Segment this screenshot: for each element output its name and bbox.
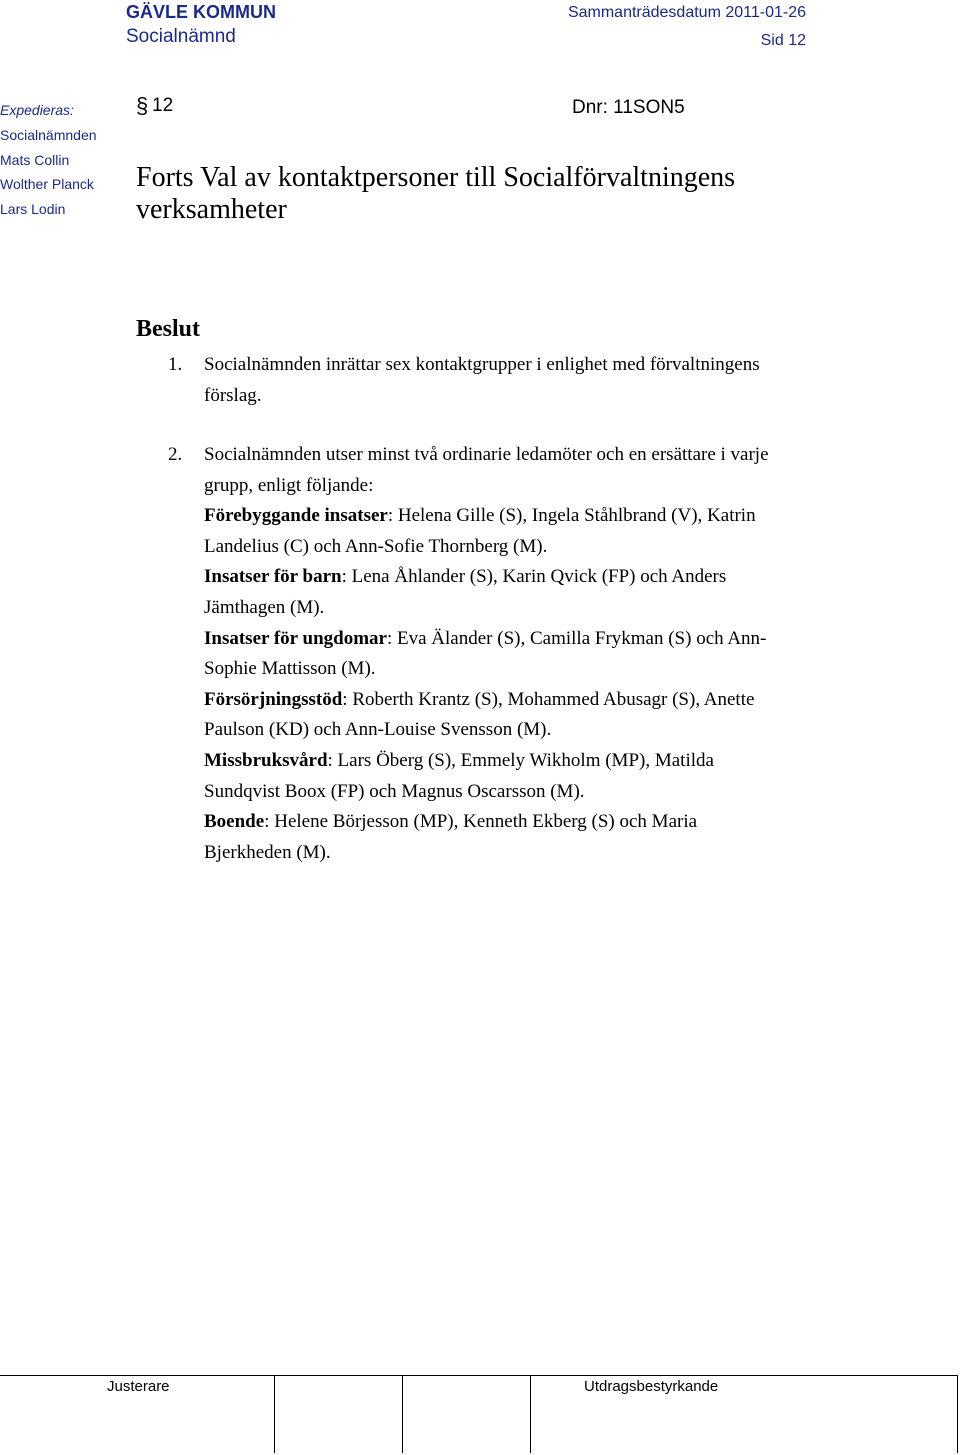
decision-heading: Beslut (136, 316, 201, 342)
page-number: Sid 12 (760, 32, 806, 49)
group-entry (204, 685, 776, 746)
expedieras-recipient: Socialnämnden (0, 127, 97, 143)
section-mark: § (136, 93, 149, 118)
group-name: Försörjningsstöd (204, 688, 343, 710)
item-number: 2. (168, 444, 183, 465)
group-name: Insatser för barn (204, 566, 342, 588)
expedieras-recipient: Mats Collin (0, 152, 70, 168)
board-name: Socialnämnd (126, 26, 236, 47)
group-entry (204, 624, 776, 685)
decision-item-2 (136, 440, 776, 868)
group-members: : Helena Gille (S), Ingela Ståhlbrand (V), Katrin Landelius (C) och Ann-Sofie Thornberg (M). (204, 505, 756, 557)
justerare-label: Justerare (107, 1378, 170, 1395)
group-entry (204, 807, 776, 868)
group-members: : Eva Älander (S), Camilla Frykman (S) och Ann-Sophie Mattisson (M). (204, 627, 767, 680)
item-text: Socialnämnden inrättar sex kontaktgrupper i enlighet med förvaltningens förslag. (204, 354, 760, 406)
group-name: Insatser för ungdomar (204, 627, 387, 649)
expedieras-recipient: Wolther Planck (0, 176, 94, 192)
group-entry (204, 501, 776, 562)
footer-column-divider (957, 1375, 958, 1453)
group-entry (204, 562, 776, 623)
group-name: Förebyggande insatser (204, 505, 388, 527)
meeting-date: Sammanträdesdatum 2011-01-26 (567, 4, 806, 21)
decision-item-1 (136, 350, 776, 411)
case-title: Forts Val av kontaktpersoner till Socialförvaltningens verksamheter (136, 162, 736, 225)
utdragsbestyrkande-label: Utdragsbestyrkande (584, 1378, 719, 1395)
organization-name: GÄVLE KOMMUN (126, 2, 276, 22)
section-number: 12 (152, 95, 174, 116)
group-members: : Lena Åhlander (S), Karin Qvick (FP) och Anders Jämthagen (M). (204, 566, 727, 618)
footer-column-divider (274, 1375, 275, 1453)
group-name: Missbruksvård (204, 749, 328, 771)
expedieras-recipient: Lars Lodin (0, 201, 66, 217)
footer-divider (0, 1375, 958, 1376)
item-intro: Socialnämnden utser minst två ordinarie ledamöter och en ersättare i varje grupp, enligt följande: (204, 444, 769, 496)
group-members: : Helene Börjesson (MP), Kenneth Ekberg (S) och Maria Bjerkheden (M). (204, 811, 698, 863)
group-members: : Roberth Krantz (S), Mohammed Abusagr (S), Anette Paulson (KD) och Ann-Louise Svensson (M). (204, 688, 755, 741)
footer-column-divider (402, 1375, 403, 1453)
group-entry (204, 746, 776, 807)
expedieras-label: Expedieras: (0, 102, 74, 118)
group-members: : Lars Öberg (S), Emmely Wikholm (MP), Matilda Sundqvist Boox (FP) och Magnus Oscarsson (M). (204, 749, 714, 802)
footer-column-divider (530, 1375, 531, 1453)
item-number: 1. (168, 354, 183, 375)
group-name: Boende (204, 811, 265, 833)
case-number: Dnr: 11SON5 (572, 97, 685, 118)
